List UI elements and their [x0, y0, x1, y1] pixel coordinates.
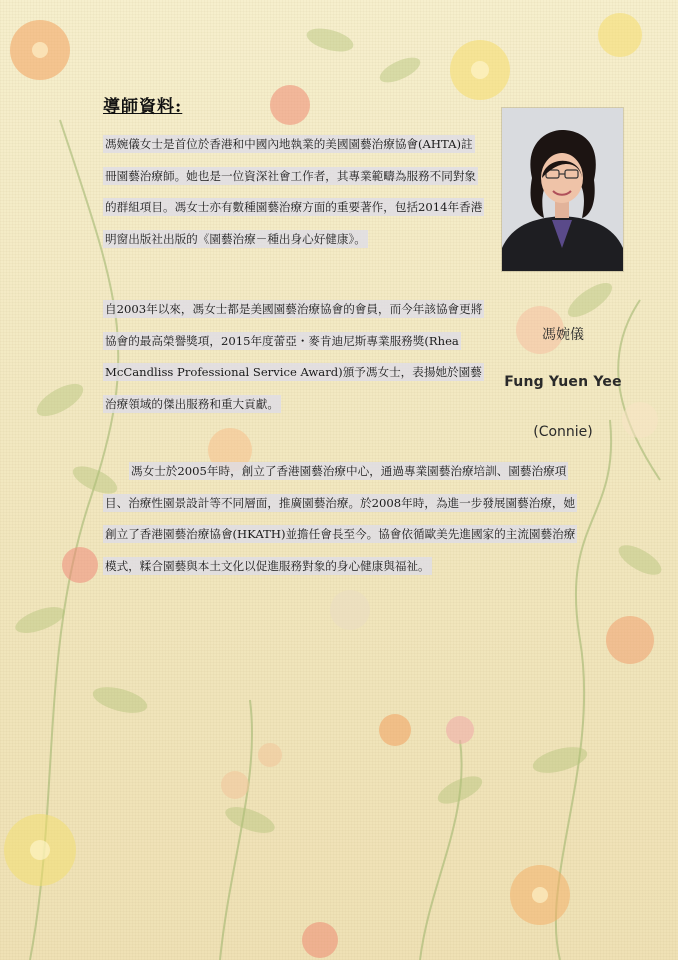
bio-paragraph-2	[103, 294, 483, 420]
bio-paragraph-1-text: 馮婉儀女士是首位於香港和中國內地執業的美國園藝治療協會(AHTA)註冊園藝治療師。她也是一位資深社會工作者，其專業範疇為服務不同對象的群組項目。馮女士亦有數種園藝治療方面的重要著作，包括2014年香港明窗出版社出版的《園藝治療－種出身心好健康》。	[105, 137, 483, 246]
portrait-icon	[502, 108, 623, 271]
page-heading: 導師資料:	[103, 97, 183, 117]
bio-paragraph-2-text: 自2003年以來，馮女士都是美國園藝治療協會的會員，而今年該協會更將協會的最高榮譽獎項，2015年度蕾亞・麥肯迪尼斯專業服務獎(Rhea McCandliss Professional Service Award)頒予馮女士，表揚她於園藝治療領域的傑出服務和重大貢獻。	[105, 302, 483, 411]
bio-paragraph-3	[103, 456, 578, 582]
bio-paragraph-3-text: 馮女士於2005年時，創立了香港園藝治療中心，通過專業園藝治療培訓、園藝治療項目、治療性園景設計等不同層面，推廣園藝治療。於2008年時，為進一步發展園藝治療，她創立了香港園藝治療協會(HKATH)並擔任會長至今。協會依循歐美先進國家的主流園藝治療模式，糅合園藝與本土文化以促進服務對象的身心健康與福祉。	[105, 464, 576, 573]
profile-nickname: (Connie)	[533, 424, 593, 440]
profile-name-chinese: 馮婉儀	[542, 327, 584, 343]
profile-name-english: Fung Yuen Yee	[504, 374, 622, 390]
profile-photo	[502, 108, 623, 271]
bio-paragraph-1	[103, 129, 483, 255]
